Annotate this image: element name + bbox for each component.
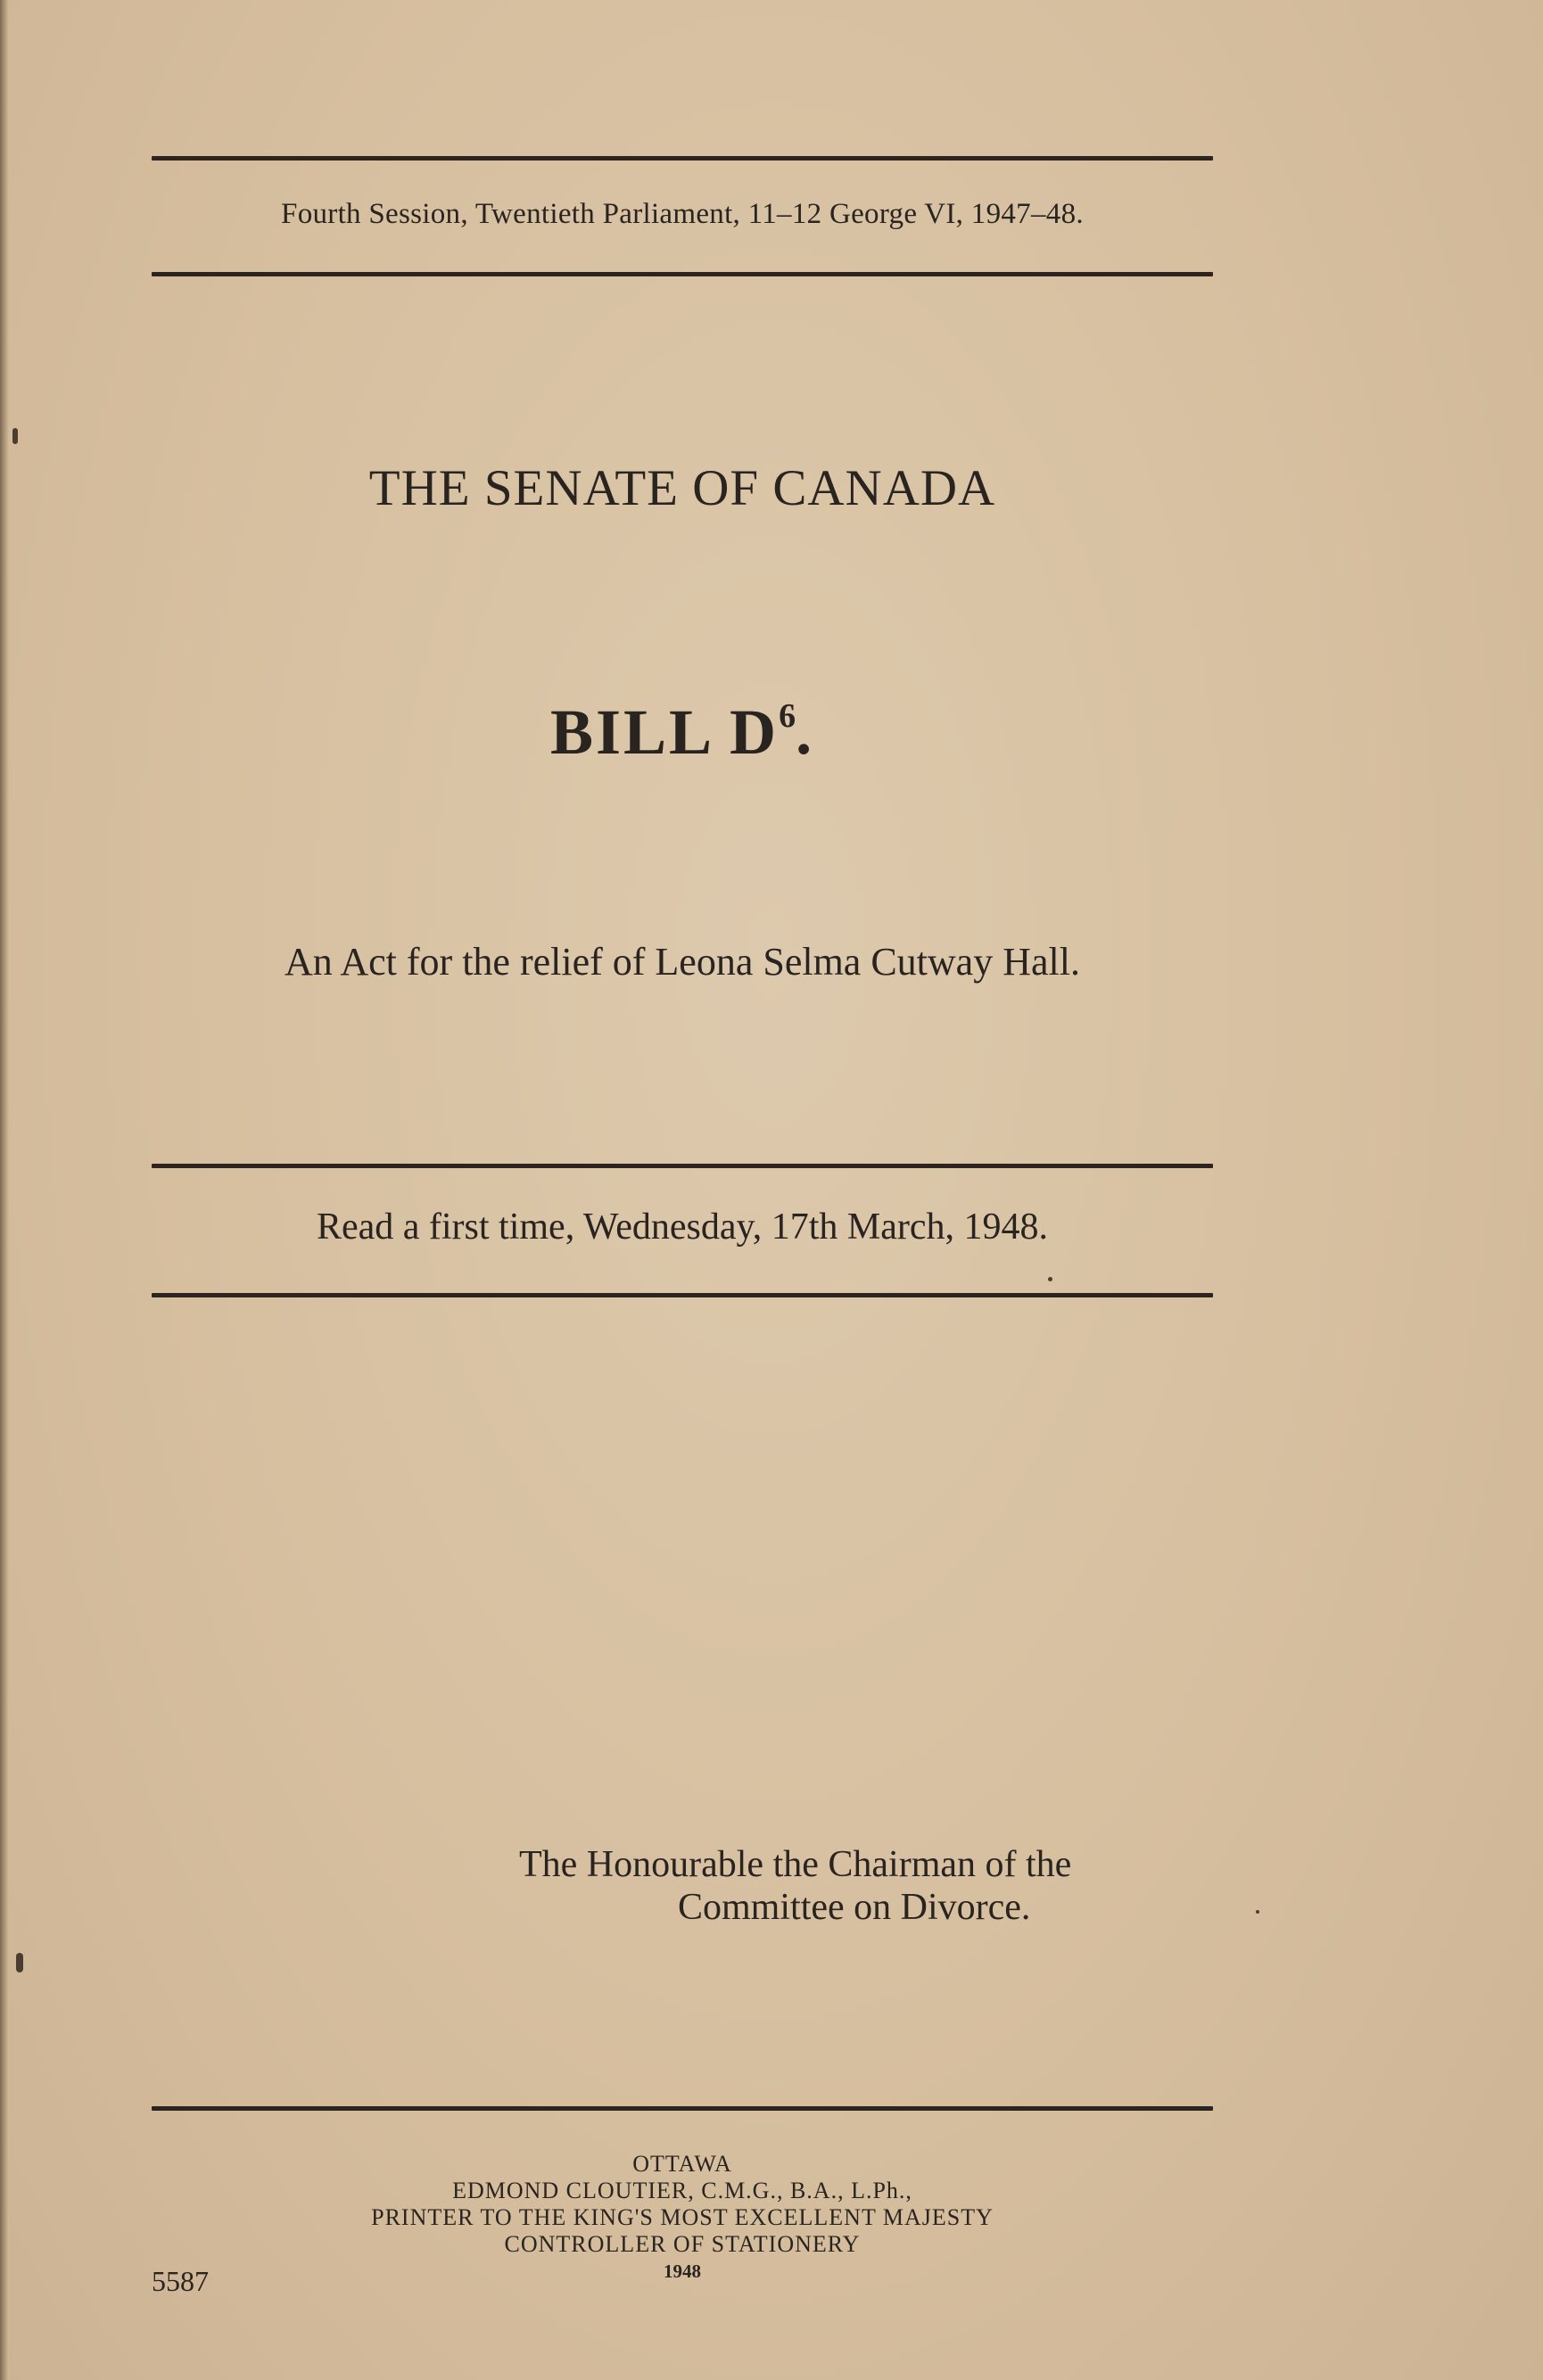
act-title: An Act for the relief of Leona Selma Cutway Hall. — [285, 940, 1080, 984]
paper-speck — [1256, 1910, 1259, 1914]
document-number: 5587 — [152, 2265, 209, 2297]
imprint-controller: CONTROLLER OF STATIONERY — [504, 2231, 861, 2257]
imprint-role: PRINTER TO THE KING'S MOST EXCELLENT MAJESTY — [371, 2204, 994, 2230]
imprint-printer: EDMOND CLOUTIER, C.M.G., B.A., L.Ph., — [452, 2178, 912, 2203]
imprint-year: 1948 — [664, 2261, 701, 2282]
imprint-rule — [152, 2106, 1213, 2111]
bill-number — [0, 696, 1365, 770]
header-rule — [152, 272, 1213, 276]
senate-heading: THE SENATE OF CANADA — [368, 460, 996, 516]
sponsor-line-1: The Honourable the Chairman of the — [519, 1844, 1072, 1885]
reading-bottom-rule — [152, 1293, 1213, 1297]
paper-speck — [16, 1953, 23, 1972]
bill-suffix: . — [796, 696, 815, 768]
paper-speck — [1048, 1277, 1052, 1281]
top-rule — [152, 156, 1213, 161]
imprint-city: OTTAWA — [632, 2151, 732, 2177]
sponsor-block — [519, 1843, 1215, 1929]
bill-superscript: 6 — [779, 697, 796, 735]
binding-edge — [0, 0, 9, 2380]
sponsor-line-2: Committee on Divorce. — [678, 1887, 1031, 1928]
first-reading-line: Read a first time, Wednesday, 17th March, 1948. — [316, 1206, 1049, 1248]
reading-top-rule — [152, 1164, 1213, 1168]
session-line: Fourth Session, Twentieth Parliament, 11–12 George VI, 1947–48. — [281, 198, 1084, 230]
bill-label: BILL D — [549, 696, 780, 768]
paper-speck — [12, 428, 18, 444]
